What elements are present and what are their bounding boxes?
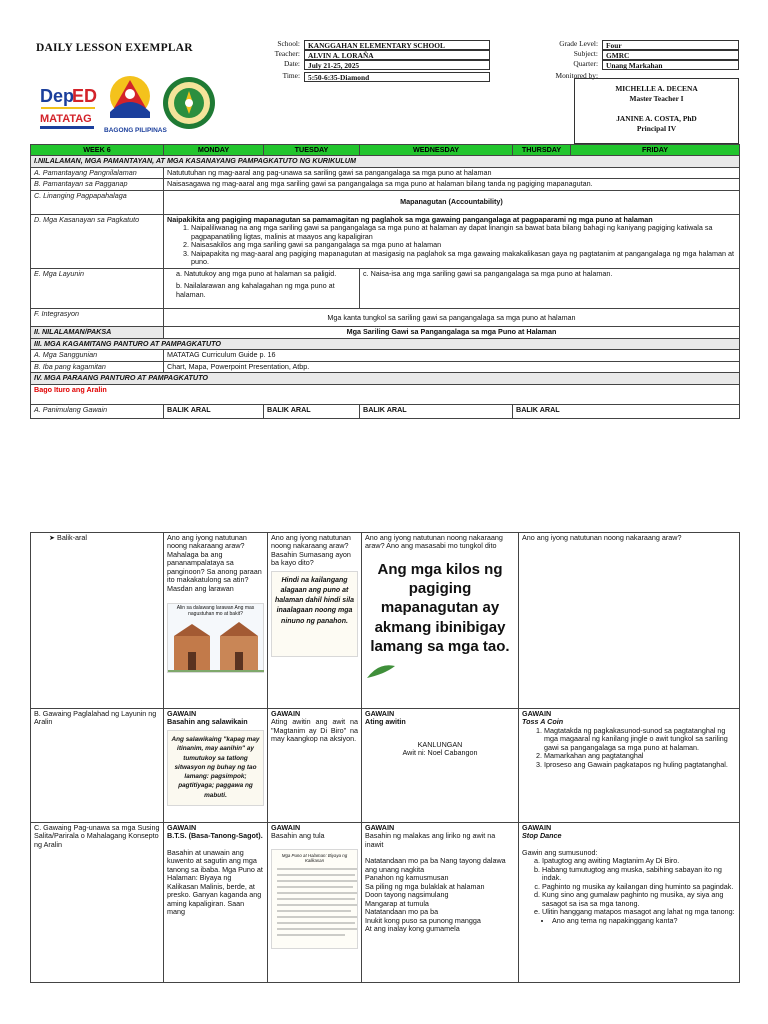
pag-unawa-tue	[268, 823, 362, 983]
stop-dance-bullet: • Ano ang tema ng napakinggang kanta?	[552, 917, 736, 925]
stop-dance-item: d. Kung sino ang gumalaw paghinto ng musika, ay siya ang sasagot sa isa sa mga tanong.	[542, 891, 736, 908]
row-iii-a	[31, 350, 740, 361]
row-e-label: E. Mga Layunin	[31, 268, 164, 308]
section-3-row	[31, 338, 740, 349]
monitor2-title: Principal IV	[636, 124, 677, 134]
row-d-item: 1. Naipaliliwanag na ang mga sariling gawi sa pangangalaga sa mga puno at halaman ay dapat linangin sa bawat bata bilang bahagi ng kaniyang pagiging katiwala sa pagpapanatiling ligtas, malinis at maayos ang kapaligiran	[191, 224, 736, 241]
row-d-content	[164, 214, 740, 268]
header-info	[230, 40, 739, 144]
paglalahad-tue	[268, 709, 362, 823]
stop-dance-intro: Gawin ang sumusunod:	[522, 847, 598, 857]
wed-quote-card	[365, 554, 515, 680]
row-f-text: Mga kanta tungkol sa sariling gawi sa pangangalaga sa mga puno at halaman	[164, 309, 740, 327]
lyric-line: Mangarap at tumula	[365, 898, 429, 908]
salawikain-text: Ang salawikaing "kapag may itinanim, may aanihin" ay tumutukoy sa tatlong sitwasyon ng buhay ng tao lamang: pagsimpok; pagtitiyaga; paggawa ng mabuti.	[171, 735, 260, 799]
row-b-text: Naisasagawa ng mag-aaral ang mga sariling gawi sa pangangalaga sa mga puno at halaman bilang tanda ng pagiging mapanagutan.	[164, 179, 740, 190]
row-c-label: C. Linanging Pagpapahalaga	[31, 190, 164, 214]
day-thursday: THURSDAY	[513, 145, 571, 156]
row-a-label: A. Pamantayang Pangnilalaman	[31, 167, 164, 178]
row-e-a: a. Natutukoy ang mga puno at halaman sa paligid.	[176, 268, 337, 278]
stop-dance-item: e. Ulitin hanggang matapos masagot ang lahat ng mga tanong:	[542, 908, 736, 916]
paglalahad-mon-title: Basahin ang salawikain	[167, 717, 248, 727]
pag-unawa-label: C. Gawaing Pag-unawa sa mga Susing Salita/Parirala o Mahalagang Konsepto ng Aralin	[31, 823, 164, 983]
balik-aral-label-text: Balik-aral	[57, 533, 87, 542]
document-title: DAILY LESSON EXEMPLAR	[36, 42, 193, 54]
lyric-line: Natatandaan mo pa ba Nang tayong dalawa ang unang nagkita	[365, 856, 506, 874]
monitor1-title: Master Teacher I	[629, 93, 684, 103]
row-d-label: D. Mga Kasanayan sa Pagkatuto	[31, 214, 164, 268]
lyric-line: At ang inalay kong gumamela	[365, 924, 460, 934]
monitor1-name: MICHELLE A. DECENA	[615, 84, 698, 93]
gawain-label: GAWAIN	[271, 823, 301, 832]
pag-unawa-mon	[164, 823, 268, 983]
song-title: KANLUNGAN	[417, 739, 463, 749]
lyrics	[365, 857, 515, 933]
gawain-label: GAWAIN	[167, 709, 197, 718]
salawikain-poster	[167, 730, 264, 806]
row-d	[31, 214, 740, 268]
header	[30, 40, 739, 144]
row-c-text: Mapanagutan (Accountability)	[164, 190, 740, 214]
bago-label: Bago Ituro ang Aralin	[34, 384, 107, 394]
pag-unawa-tue-title: Basahin ang tula	[271, 831, 325, 841]
balik-mon-text: Ano ang iyong natutunan noong nakaraang araw? Mahalaga ba ang pananampalataya sa panginoon? Sa anong paraan ito makakatulong sa atin? Masdan ang larawan	[167, 533, 262, 593]
stop-dance-bullets	[522, 917, 736, 925]
leaf-icon	[365, 660, 405, 680]
day-friday: FRIDAY	[571, 145, 740, 156]
section-2-title: II. NILALAMAN/PAKSA	[31, 327, 164, 338]
panimula-label: A. Panimulang Gawain	[31, 404, 164, 418]
row-e	[31, 268, 740, 308]
stop-dance-title: Stop Dance	[522, 831, 562, 841]
row-e-c: c. Naisa-isa ang mga sariling gawi sa pangangalaga sa mga puno at halaman.	[360, 268, 740, 308]
paglalahad-wed-title: Ating awitin	[365, 717, 406, 727]
row-e-b: b. Nailalarawan ang kahalagahan ng mga puno at halaman.	[176, 281, 335, 299]
section-4-title: IV. MGA PARAANG PANTURO AT PAMPAGKATUTO	[31, 373, 740, 384]
stop-dance-item: b. Habang tumutugtog ang muska, sabihing sabayan ito ng indak.	[542, 866, 736, 883]
subject-label: Subject:	[573, 49, 598, 58]
row-iii-a-label: A. Mga Sanggunian	[31, 350, 164, 361]
lesson-table	[30, 144, 740, 419]
school-seal	[162, 76, 216, 130]
poem-image	[271, 849, 358, 949]
song-author: Awit ni: Noel Cabangon	[402, 748, 478, 758]
toss-coin-list	[522, 727, 736, 769]
balik-tue-text: Ano ang iyong natutunan noong nakaraang araw? Basahin Sumasang ayon ba kayo dito?	[271, 533, 351, 568]
gawain-label: GAWAIN	[365, 709, 395, 718]
svg-text:BAGONG PILIPINAS: BAGONG PILIPINAS	[104, 127, 167, 134]
row-iii-b-text: Chart, Mapa, Powerpoint Presentation, Atbp.	[164, 361, 740, 372]
paglalahad-wed	[362, 709, 519, 823]
balik-mon: BALIK ARAL	[164, 404, 264, 418]
lyric-line: Doon tayong nagsimulang	[365, 890, 449, 900]
balik-wed-cell	[362, 533, 519, 709]
gawain-label: GAWAIN	[522, 709, 552, 718]
paglalahad-mon	[164, 709, 268, 823]
balik-fri: BALIK ARAL	[513, 404, 740, 418]
gawain-label: GAWAIN	[271, 709, 301, 718]
arrow-icon: ➤	[49, 533, 56, 542]
day-wednesday: WEDNESDAY	[360, 145, 513, 156]
toss-coin-item: 2. Mamarkahan ang pagtatanghal	[544, 752, 736, 760]
gawain-label: GAWAIN	[167, 823, 197, 832]
toss-coin-item: 3. Iproseso ang Gawain pagkatapos ng huling pagtatanghal.	[544, 761, 736, 769]
row-a-text: Natututuhan ng mag-aaral ang pag-unawa sa sariling gawi sa pangangalaga sa mga puno at halaman	[164, 167, 740, 178]
church-caption: Alin sa dalawang larawan Ang mas nagustuhan mo at bakit?	[176, 605, 255, 618]
panimula-row	[31, 404, 740, 418]
section-3-title: III. MGA KAGAMITANG PANTURO AT PAMPAGKATUTO	[31, 338, 740, 349]
time-value: 5:50-6:35-Diamond	[304, 72, 490, 82]
teacher-label: Teacher:	[274, 49, 300, 58]
paglalahad-row	[31, 709, 740, 823]
svg-text:Dep: Dep	[40, 86, 75, 106]
pag-unawa-wed	[362, 823, 519, 983]
section-1-title: I.NILALAMAN, MGA PAMANTAYAN, AT MGA KASANAYANG PAMPAGKATUTO NG KURIKULUM	[31, 156, 740, 167]
row-iii-b-label: B. Iba pang kagamitan	[31, 361, 164, 372]
section-4-row	[31, 373, 740, 384]
pag-unawa-row	[31, 823, 740, 983]
church-illustration	[168, 618, 264, 672]
stop-dance-item: c. Paghinto ng musika ay kailangan ding huminto sa pagindak.	[542, 883, 736, 891]
church-image	[167, 603, 264, 673]
row-c	[31, 190, 740, 214]
pag-unawa-wed-title: Basahin ng malakas ang liriko ng awit na inawit	[365, 831, 496, 849]
balik-fri-cell: Ano ang iyong natutunan noong nakaraang araw?	[519, 533, 740, 709]
subject-value: GMRC	[602, 50, 739, 60]
balik-tue-cell	[268, 533, 362, 709]
school-label: School:	[277, 39, 300, 48]
paglalahad-tue-text: Ating awitin ang awit na "Magtanim ay Di Biro" na may kaangkop na aksiyon.	[271, 717, 358, 744]
date-value: July 21-25, 2025	[304, 60, 490, 70]
monitored-label: Monitored by:	[555, 71, 598, 80]
stop-dance-item: a. Ipatugtog ang awiting Magtanim Ay Di Biro.	[542, 857, 736, 865]
day-monday: MONDAY	[164, 145, 264, 156]
row-b-label: B. Pamantayan sa Pagganap	[31, 179, 164, 190]
time-label: Time:	[282, 71, 300, 80]
bago-cell	[31, 384, 740, 404]
date-label: Date:	[283, 59, 300, 68]
week-label: WEEK 6	[31, 145, 164, 156]
grade-value: Four	[602, 40, 739, 50]
gawain-label: GAWAIN	[522, 823, 552, 832]
day-tuesday: TUESDAY	[264, 145, 360, 156]
logos	[38, 70, 228, 140]
section-2-topic: Mga Sariling Gawi sa Pangangalaga sa mga Puno at Halaman	[164, 327, 740, 338]
lesson-table-2	[30, 532, 740, 983]
section-1-row	[31, 156, 740, 167]
monitor2-name: JANINE A. COSTA, PhD	[616, 114, 697, 124]
pag-unawa-mon-title: B.T.S. (Basa-Tanong-Sagot).	[167, 831, 263, 841]
paglalahad-label: B. Gawaing Paglalahad ng Layunin ng Aralin	[31, 709, 164, 823]
lyric-line: Sa piling ng mga bulaklak at halaman	[365, 881, 485, 891]
balik-wed: BALIK ARAL	[360, 404, 513, 418]
pag-unawa-fri	[519, 823, 740, 983]
poem-title: Mga Puno at Halaman: Biyaya ng Kalikasan	[281, 852, 348, 864]
balik-aral-label	[31, 533, 164, 709]
wed-quote-text: Ang mga kilos ng pagiging mapanagutan ay akmang ibinibigay lamang sa mga tao.	[370, 560, 510, 655]
paglalahad-fri	[519, 709, 740, 823]
section-2-row	[31, 327, 740, 338]
balik-mon-cell	[164, 533, 268, 709]
bago-row	[31, 384, 740, 404]
teacher-value: ALVIN A. LORAÑA	[304, 50, 490, 60]
lesson-sheet-1	[30, 40, 739, 476]
row-b	[31, 179, 740, 190]
row-a	[31, 167, 740, 178]
pag-unawa-mon-text: Basahin at unawain ang kuwento at sagutin ang mga tanong sa ibaba. Mga Puno at Halaman: Biyaya ng Kalikasan Malinis, berde, at presko. Ganyan kaganda ang aming kapaligiran. Saan mang	[167, 847, 263, 917]
row-iii-a-text: MATATAG Curriculum Guide p. 16	[164, 350, 740, 361]
lyric-line: Panahon ng kamusmusan	[365, 873, 449, 883]
svg-text:MATATAG: MATATAG	[40, 113, 92, 125]
toss-coin-item: 1. Magtatakda ng pagkakasunod-sunod sa pagtatanghal ng mga magaaral ng kanilang jingle o awit tungkol sa sariling gawi sa pangangalaga sa mga puno at halaman.	[544, 727, 736, 752]
quarter-value: Unang Markahan	[602, 60, 739, 70]
row-iii-b	[31, 361, 740, 372]
gawain-label: GAWAIN	[365, 823, 395, 832]
monitor-box	[574, 78, 739, 144]
svg-text:ED: ED	[72, 86, 98, 106]
balik-aral-row	[31, 533, 740, 709]
quarter-label: Quarter:	[573, 59, 598, 68]
row-d-lead: Naipakikita ang pagiging mapanagutan sa pamamagitan ng paglahok sa mga gawaing pangangalaga at pagpaparami ng mga puno at halaman	[167, 214, 653, 224]
lyric-line: Inukit kong puso sa punong mangga	[365, 915, 481, 925]
row-f-label: F. Integrasyon	[31, 309, 164, 327]
poem-lines	[275, 865, 359, 945]
balik-tue: BALIK ARAL	[264, 404, 360, 418]
week-header-row	[31, 145, 740, 156]
stop-dance-list	[522, 857, 736, 916]
school-value: KANGGAHAN ELEMENTARY SCHOOL	[304, 40, 490, 50]
paglalahad-fri-title: Toss A Coin	[522, 717, 564, 727]
tue-poster-text: Hindi na kailangang alagaan ang puno at halaman dahil hindi sila inaalagaan noong mga ninuno ng panahon.	[275, 576, 354, 625]
bagong-pilipinas-logo	[102, 72, 167, 138]
row-d-item: 3. Naipapakita ng mag-aaral ang pagiging mapanagutan at masigasig na paglahok sa mga gawaing makakalikasan gaya ng pagtatanim at pangangalaga ng mga halaman at puno.	[191, 250, 736, 267]
row-d-list	[167, 224, 736, 266]
balik-wed-text: Ano ang iyong natutunan noong nakaraang araw? Ano ang masasabi mo tungkol dito	[365, 533, 503, 551]
tue-poster	[271, 571, 358, 657]
lyric-line: Natatandaan mo pa ba	[365, 907, 439, 917]
row-f	[31, 309, 740, 327]
row-d-item: 2. Naisasakilos ang mga sariling gawi sa pangangalaga sa mga puno at halaman	[191, 241, 736, 249]
row-e-ab	[164, 268, 360, 308]
grade-label: Grade Level:	[559, 39, 598, 48]
deped-logo	[38, 78, 98, 136]
